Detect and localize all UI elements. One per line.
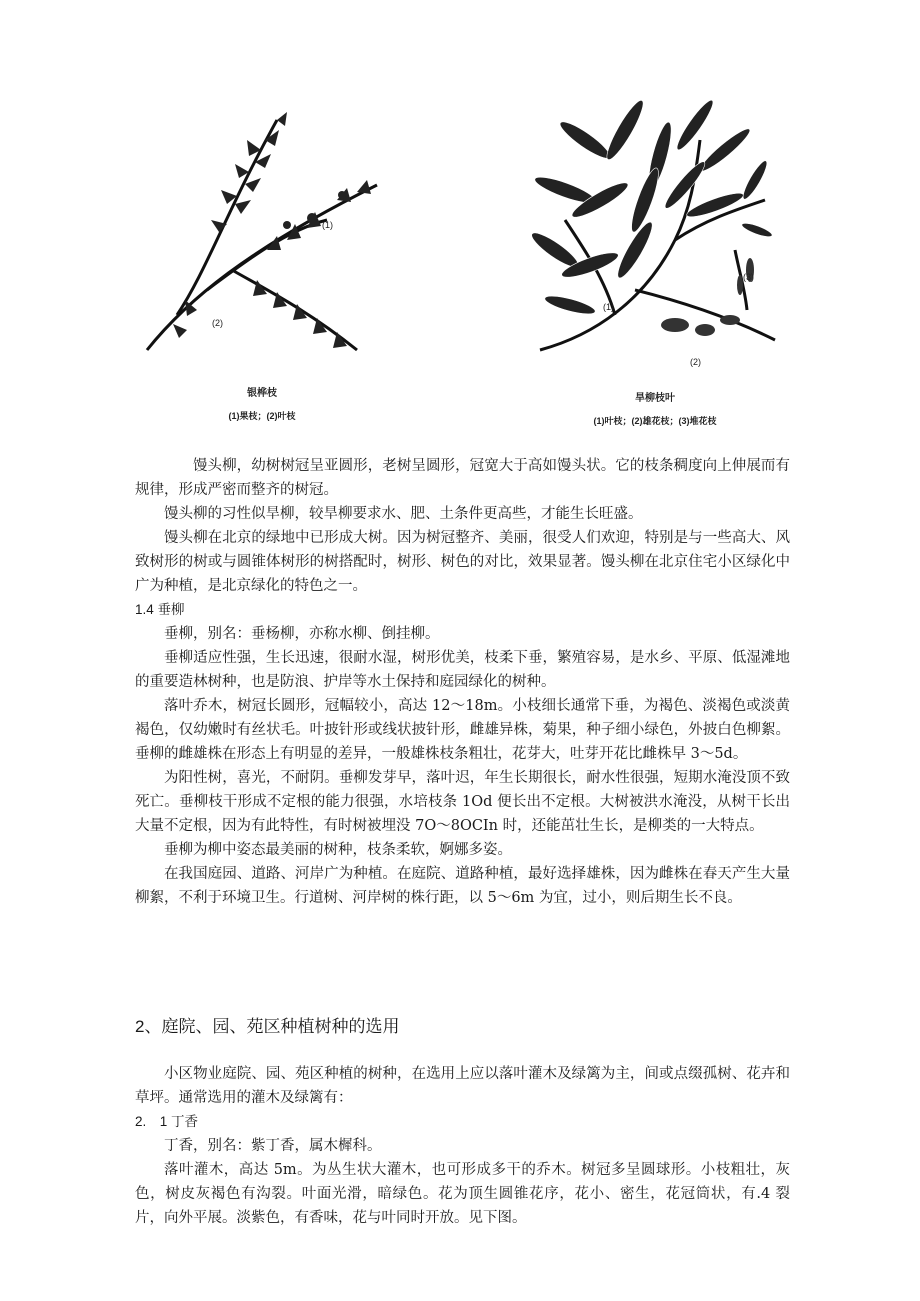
hanliu-label-2: (2) [690, 357, 701, 367]
paragraph: 垂柳适应性强，生长迅速，很耐水湿，树形优美，枝柔下垂，繁殖容易，是水乡、平原、低湿滩地的重要造林树种，也是防浪、护岸等水土保持和庭园绿化的树种。 [135, 650, 790, 690]
hanliu-branch-illustration [525, 100, 785, 375]
hanliu-caption: 旱柳枝叶 [635, 393, 675, 404]
paragraph: 在我国庭园、道路、河岸广为种植。在庭院、道路种植，最好选择雄株，因为雌株在春天产生大量柳絮，不利于环境卫生。行道树、河岸树的株行距，以 5～6m 为宜，过小，则后期生长不良。 [135, 866, 790, 906]
yinhua-branch-illustration [137, 100, 387, 370]
yinhua-subcaption: (1)果枝；(2)叶枝 [228, 411, 296, 421]
paragraph: 馒头柳在北京的绿地中已形成大树。因为树冠整齐、美丽，很受人们欢迎，特别是与一些高大、风致树形的树或与圆锥体树形的树搭配时，树形、树色的对比，效果显著。馒头柳在北京住宅小区绿化中广为种植，是北京绿化的特色之一。 [135, 530, 790, 594]
paragraph: 为阳性树，喜光，不耐阴。垂柳发芽早，落叶迟，年生长期很长，耐水性很强，短期水淹没顶不致死亡。垂柳枝干形成不定根的能力很强，水培枝条 1Od 便长出不定根。大树被洪水淹没，从树干长出大量不定根，因为有此特性，有时树被埋没 7O～8OCIn 时，还能茁壮生长，是柳类的一大特点。 [135, 770, 790, 834]
figure-row [0, 100, 920, 455]
hanliu-label-3: (3) [743, 272, 754, 282]
paragraph: 小区物业庭院、园、苑区种植的树种，在选用上应以落叶灌木及绿篱为主，间或点缀孤树、花卉和草坪。通常选用的灌木及绿篱有： [135, 1066, 790, 1106]
section-heading-2: 2、庭院、园、苑区种植树种的选用 [135, 1017, 400, 1036]
yinhua-label-1: (1) [322, 220, 333, 230]
body-text [135, 454, 790, 910]
paragraph: 落叶乔木，树冠长圆形，冠幅较小，高达 12～18m。小枝细长通常下垂，为褐色、淡褐色或淡黄褐色，仅幼嫩时有丝状毛。叶披针形或线状披针形，雌雄异株，菊果，种子细小绿色，外披白色柳絮。垂柳的雌雄株在形态上有明显的差异，一般雄株枝条粗壮，花芽大，吐芽开花比雌株早 3～5d。 [135, 698, 790, 762]
paragraph: 馒头柳的习性似旱柳，较旱柳要求水、肥、土条件更高些，才能生长旺盛。 [164, 506, 643, 522]
subsection-heading-2-1: 2. 1 丁香 [135, 1114, 199, 1129]
paragraph: 落叶灌木，高达 5m。为丛生状大灌木，也可形成多干的乔木。树冠多呈圆球形。小枝粗壮，灰色，树皮灰褐色有沟裂。叶面光滑，暗绿色。花为顶生圆锥花序，花小、密生，花冠筒状，有.4 裂片，向外平展。淡紫色，有香味，花与叶同时开放。见下图。 [135, 1162, 790, 1226]
yinhua-caption: 银桦枝 [247, 388, 277, 399]
yinhua-label-2: (2) [212, 318, 223, 328]
section-heading-1-4: 1.4 垂柳 [135, 602, 185, 617]
hanliu-subcaption: (1)叶枝；(2)雄花枝；(3)堆花枝 [593, 416, 717, 426]
figure-hanliu [520, 100, 790, 427]
paragraph: 馒头柳，幼树树冠呈亚圆形，老树呈圆形，冠宽大于高如馒头状。它的枝条稠度向上伸展而有规律，形成严密而整齐的树冠。 [135, 458, 790, 498]
section2-text [135, 1062, 790, 1230]
paragraph: 垂柳，别名：垂杨柳，亦称水柳、倒挂柳。 [164, 626, 440, 642]
figure-yinhua [132, 100, 392, 422]
paragraph: 丁香，别名：紫丁香，属木樨科。 [164, 1138, 382, 1154]
hanliu-label-1: (1) [603, 302, 614, 312]
paragraph: 垂柳为柳中姿态最美丽的树种，枝条柔软，婀娜多姿。 [164, 842, 512, 858]
